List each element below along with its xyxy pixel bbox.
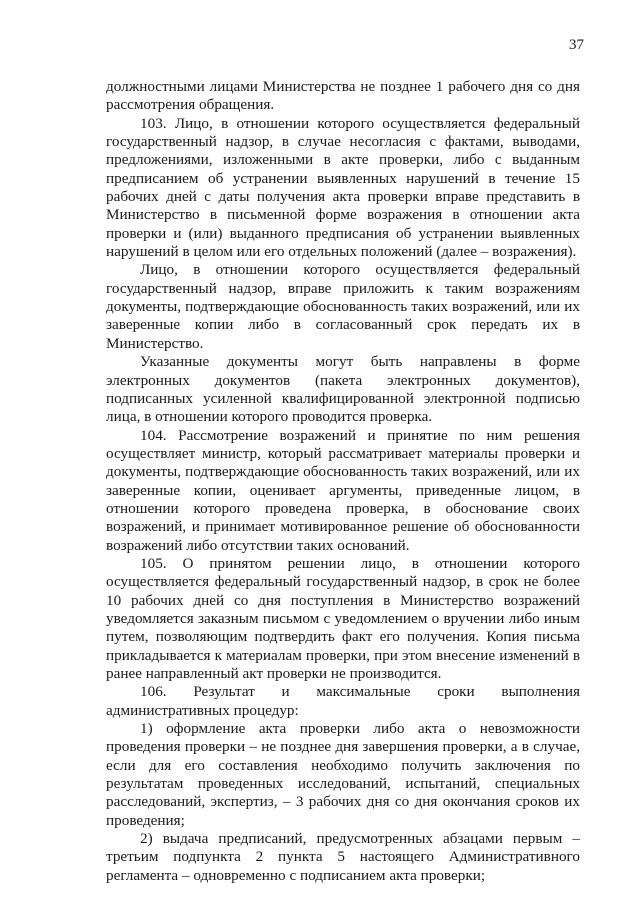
page-number: 37 — [569, 37, 584, 53]
paragraph-105: 105. О принятом решении лицо, в отношении которого осуществляется федеральный государственный надзор, в срок не более 10 рабочих дней со дня поступления в Министерство возражений уведомляется заказным письмом с уведомлением о вручении либо иным путем, позволяющим подтвердить факт его получения. Копия письма прикладывается к материалам проверки, при этом внесение изменений в ранее направленный акт проверки не производится. — [106, 554, 580, 682]
paragraph-106: 106. Результат и максимальные сроки выполнения административных процедур: — [106, 683, 580, 719]
document-body — [106, 78, 580, 885]
paragraph: Указанные документы могут быть направлены в форме электронных документов (пакета электронных документов), подписанных усиленной квалифицированной электронной подписью лица, в отношении которого проводится проверка. — [106, 353, 580, 426]
paragraph: должностными лицами Министерства не позднее 1 рабочего дня со дня рассмотрения обращения. — [106, 78, 580, 114]
paragraph-104: 104. Рассмотрение возражений и принятие по ним решения осуществляет министр, который рассматривает материалы проверки и документы, подтверждающие обоснованность таких возражений, или их заверенные копии, оценивает аргументы, приведенные лицом, в отношении которого проведена проверка, в обоснование своих возражений, и принимает мотивированное решение об обоснованности возражений либо отсутствии таких оснований. — [106, 426, 580, 554]
list-item: 2) выдача предписаний, предусмотренных абзацами первым – третьим подпункта 2 пункта 5 настоящего Административного регламента – одновременно с подписанием акта проверки; — [106, 830, 580, 884]
list-item: 1) оформление акта проверки либо акта о невозможности проведения проверки – не позднее дня завершения проверки, а в случае, если для его составления необходимо получить заключения по результатам проведенных исследований, испытаний, специальных расследований, экспертиз, – 3 рабочих дня со дня окончания сроков их проведения; — [106, 720, 580, 829]
paragraph-103: 103. Лицо, в отношении которого осуществляется федеральный государственный надзор, в случае несогласия с фактами, выводами, предложениями, изложенными в акте проверки, либо с выданным предписанием об устранении выявленных нарушений в течение 15 рабочих дней с даты получения акта проверки вправе представить в Министерство в письменной форме возражения в отношении акта проверки и (или) выданного предписания об устранении выявленных нарушений в целом или его отдельных положений (далее – возражения). — [106, 114, 580, 261]
paragraph: Лицо, в отношении которого осуществляется федеральный государственный надзор, вправе приложить к таким возражениям документы, подтверждающие обоснованность таких возражений, или их заверенные копии либо в согласованный срок передать их в Министерство. — [106, 261, 580, 352]
